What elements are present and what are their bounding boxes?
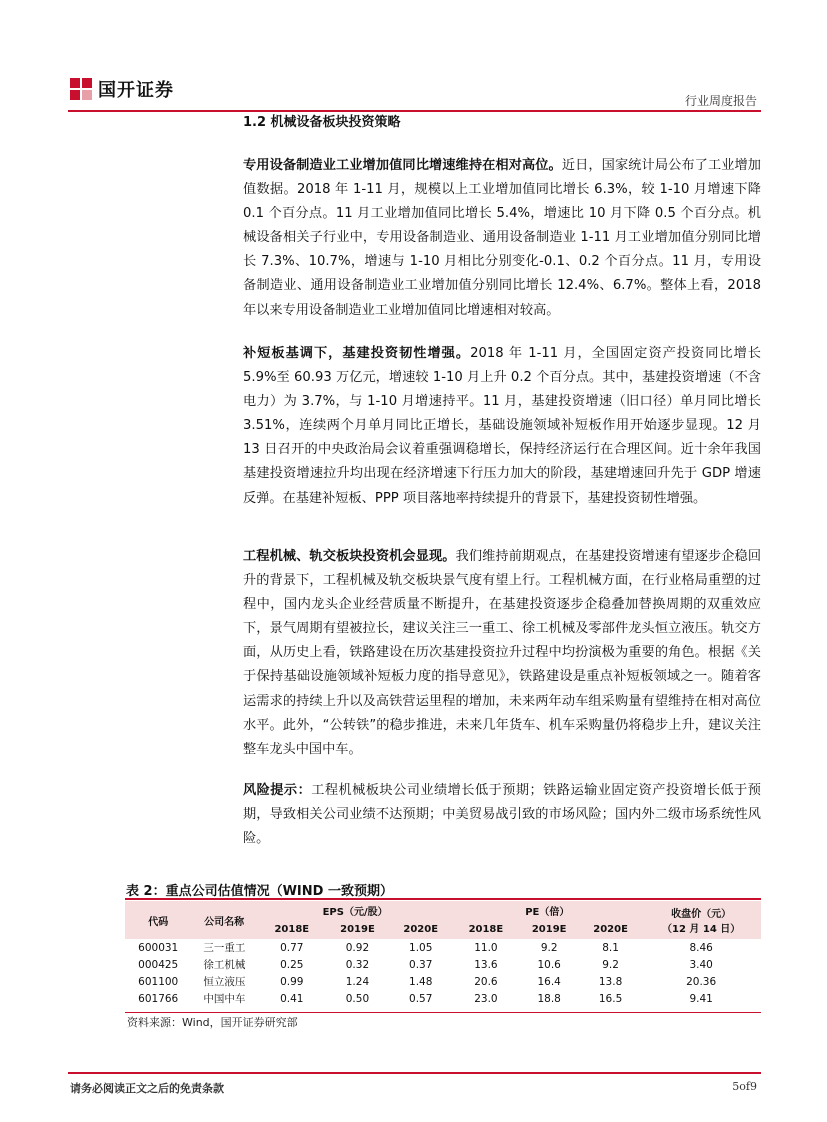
cell-name: 三一重工 — [203, 942, 246, 954]
cell-eps-2020: 1.48 — [409, 975, 433, 988]
header-close — [641, 901, 761, 939]
page-number: 5of9 — [732, 1080, 757, 1093]
header-name: 公司名称 — [191, 901, 256, 939]
paragraph-lead: 工程机械、轨交板块投资机会显现。 — [243, 549, 456, 564]
company-name: 国开证券 — [98, 80, 174, 101]
cell-eps-2020: 0.57 — [409, 992, 433, 1005]
cell-eps-2018: 0.77 — [280, 941, 304, 954]
header-year: 2020E — [388, 920, 453, 939]
paragraph-lead: 风险提示： — [243, 783, 312, 798]
header-year: 2019E — [518, 920, 579, 939]
cell-code: 601766 — [138, 992, 179, 1005]
cell-eps-2020: 0.37 — [409, 958, 433, 971]
cell-pe-2019: 18.8 — [537, 992, 561, 1005]
cell-pe-2020: 16.5 — [598, 992, 623, 1005]
cell-pe-2020: 9.2 — [602, 958, 619, 971]
cell-pe-2019: 9.2 — [540, 941, 558, 954]
company-logo — [70, 76, 174, 102]
cell-pe-2018: 13.6 — [474, 958, 498, 971]
header-close-label: 收盘价（元） — [671, 909, 732, 920]
table-row — [125, 990, 761, 1007]
section-title: 1.2 机械设备板块投资策略 — [243, 115, 401, 130]
footer-divider — [68, 1072, 761, 1074]
header-divider — [68, 110, 761, 112]
header-year: 2020E — [580, 920, 641, 939]
cell-eps-2019: 0.92 — [345, 941, 370, 954]
table-row — [125, 939, 761, 956]
cell-name: 徐工机械 — [203, 959, 246, 971]
footer-disclaimer: 请务必阅读正文之后的免责条款 — [70, 1082, 224, 1095]
cell-eps-2018: 0.25 — [280, 958, 304, 971]
table-row — [125, 973, 761, 990]
cell-code: 000425 — [138, 958, 179, 971]
cell-code: 600031 — [138, 941, 179, 954]
cell-eps-2020: 1.05 — [409, 941, 433, 954]
paragraph-opportunity — [243, 545, 761, 762]
cell-close: 9.41 — [689, 992, 713, 1005]
logo-mark-icon — [70, 78, 92, 100]
header-year: 2018E — [453, 920, 518, 939]
cell-pe-2018: 11.0 — [474, 941, 498, 954]
cell-name: 恒立液压 — [203, 976, 246, 988]
cell-pe-2018: 20.6 — [474, 975, 498, 988]
cell-pe-2020: 13.8 — [598, 975, 623, 988]
cell-pe-2018: 23.0 — [474, 992, 498, 1005]
header-pe: PE（倍） — [453, 901, 641, 920]
table-caption: 表 2：重点公司估值情况（WIND 一致预期） — [126, 884, 393, 899]
header-year: 2019E — [327, 920, 388, 939]
table-source: 资料来源：Wind，国开证券研究部 — [127, 1016, 298, 1029]
cell-close: 3.40 — [689, 958, 713, 971]
header-close-date: （12 月 14 日） — [661, 924, 741, 935]
cell-name: 中国中车 — [203, 993, 246, 1005]
valuation-table — [125, 901, 761, 1007]
paragraph-body: 我们维持前期观点，在基建投资增速有望逐步企稳回升的背景下，工程机械及轨交板块景气度有望上行。工程机械方面，在行业格局重塑的过程中，国内龙头企业经营质量不断提升，在基建投资逐步企稳叠加替换周期的双重效应下，景气周期有望被拉长，建议关注三一重工、徐工机械及零部件龙头恒立液压。轨交方面，从历史上看，铁路建设在历次基建投资拉升过程中均扮演极为重要的角色。根据《关于保持基础设施领域补短板力度的指导意见》，铁路建设是重点补短板领域之一。随着客运需求的持续上升以及高铁营运里程的增加，未来两年动车组采购量有望维持在相对高位水平。此外，“公转铁”的稳步推进，未来几年货车、机车采购量仍将稳步上升，建议关注整车龙头中国中车。 — [243, 549, 762, 757]
table-top-rule — [125, 898, 761, 900]
cell-eps-2019: 1.24 — [345, 975, 370, 988]
cell-code: 601100 — [138, 975, 179, 988]
paragraph-body: 2018 年 1-11 月，全国固定资产投资同比增长 5.9%至 60.93 万亿元，增速较 1-10 月上升 0.2 个百分点。其中，基建投资增速（不含电力）为 3.7%，与 1-10 月增速持平。11 月，基建投资增速（旧口径）单月同比增长 3.51%，连续两个月单月同比正增长，基础设施领域补短板作用开始逐步显现。12 月 13 日召开的中央政治局会议着重强调稳增长，保持经济运行在合理区间。近十余年我国基建投资增速拉升均出现在经济增速下行压力加大的阶段，基建增速回升先于 GDP 增速反弹。在基建补短板、PPP 项目落地率持续提升的背景下，基建投资韧性增强。 — [243, 346, 761, 506]
header-eps: EPS（元/股） — [257, 901, 453, 920]
cell-pe-2020: 8.1 — [602, 941, 619, 954]
cell-close: 8.46 — [689, 941, 713, 954]
cell-pe-2019: 10.6 — [537, 958, 561, 971]
paragraph-body: 工程机械板块公司业绩增长低于预期；铁路运输业固定资产投资增长低于预期，导致相关公司业绩不达预期；中美贸易战引致的市场风险；国内外二级市场系统性风险。 — [243, 783, 761, 847]
header-code: 代码 — [125, 901, 191, 939]
cell-pe-2019: 16.4 — [537, 975, 561, 988]
header-year: 2018E — [257, 920, 327, 939]
report-type: 行业周度报告 — [684, 94, 757, 108]
cell-eps-2019: 0.50 — [345, 992, 370, 1005]
cell-eps-2019: 0.32 — [345, 958, 370, 971]
paragraph-industrial-value — [243, 154, 761, 323]
cell-eps-2018: 0.41 — [280, 992, 304, 1005]
paragraph-lead: 专用设备制造业工业增加值同比增速维持在相对高位。 — [243, 158, 562, 173]
cell-eps-2018: 0.99 — [280, 975, 304, 988]
paragraph-risk — [243, 779, 761, 851]
paragraph-body: 近日，国家统计局公布了工业增加值数据。2018 年 1-11 月，规模以上工业增加值同比增长 6.3%，较 1-10 月增速下降 0.1 个百分点。11 月工业增加值同比增长 5.4%，增速比 10 月下降 0.5 个百分点。机械设备相关子行业中，专用设备制造业、通用设备制造业 1-11 月工业增加值分别同比增长 7.3%、10.7%，增速与 1-10 月相比分别变化-0.1、0.2 个百分点。11 月，专用设备制造业、通用设备制造业工业增加值分别同比增长 12.4%、6.7%。整体上看，2018 年以来专用设备制造业工业增加值同比增速相对较高。 — [243, 158, 761, 318]
cell-close: 20.36 — [686, 975, 717, 988]
paragraph-lead: 补短板基调下，基建投资韧性增强。 — [243, 346, 471, 361]
table-bottom-rule — [125, 1012, 761, 1013]
table-row — [125, 956, 761, 973]
paragraph-infrastructure — [243, 342, 761, 511]
